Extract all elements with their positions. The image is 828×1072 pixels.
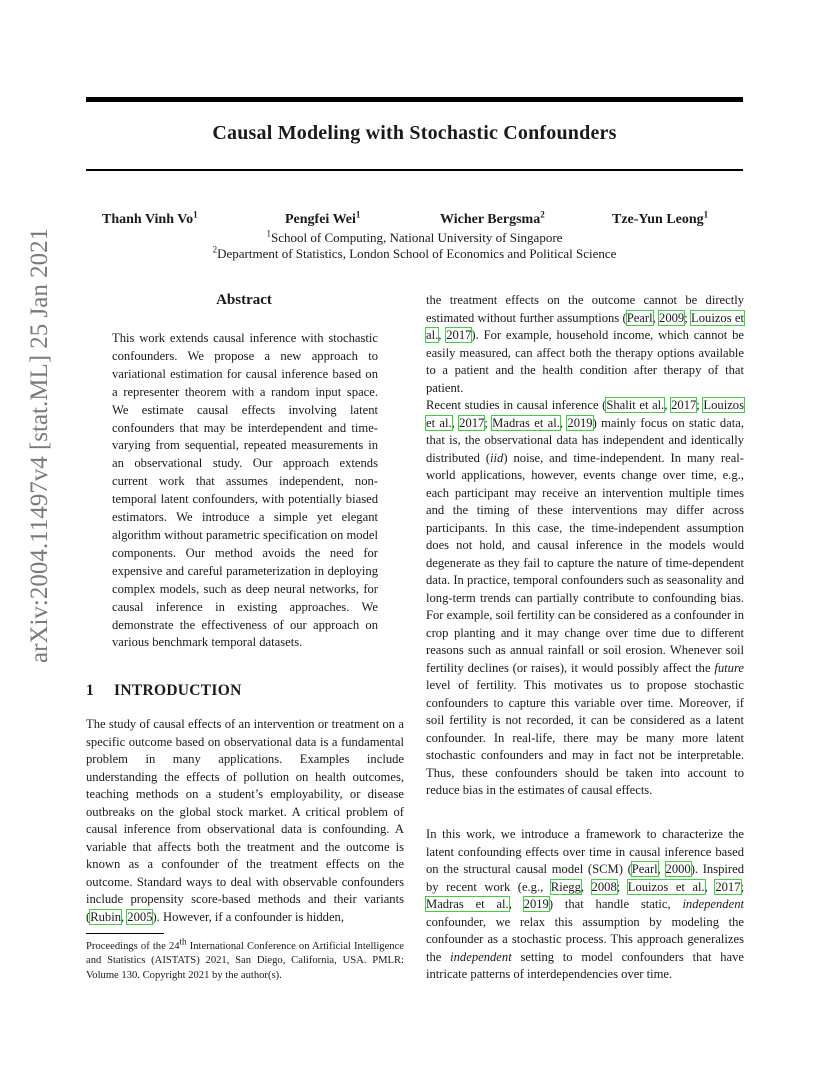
footnote: Proceedings of the 24th International Conference on Artificial Intelligence and Statistics (AISTATS) 2021, San Diego, California, USA. PMLR: Volume 130. Copyright 2021 by the author(s).: [86, 936, 404, 981]
footnote-rule: [86, 933, 164, 934]
citation-link[interactable]: 2008: [591, 879, 617, 894]
citation-link[interactable]: Madras et al.: [426, 897, 509, 911]
citation-link[interactable]: 2000: [665, 862, 691, 876]
citation-link[interactable]: Louizos et al.: [426, 310, 744, 342]
citation-link[interactable]: Pearl: [626, 310, 653, 325]
abstract-text: This work extends causal inference with stochastic confounders. We propose a new approach to variational estimation for causal inference based on a representer theorem with a random input space. We estimate causal effects involving latent confounders that may be interdependent and time-varying from sequential, repeated measurements in an observational study. Our approach extends current work that assumes independent, non-temporal latent confounders, with potentially biased estimators. We introduce a simple yet elegant algorithm without parametric specification on model components. Our method avoids the need for expensive and careful parameterization in deploying complex models, such as deep neural networks, for causal inference in existing approaches. We demonstrate the effectiveness of our approach on various benchmark temporal datasets.: [112, 331, 378, 650]
title-top-rule: [86, 97, 743, 102]
author-4: Tze-Yun Leong$^1$: [612, 209, 709, 227]
intro-paragraph-right-3: In this work, we introduce a framework to characterize the latent confounding effects over time in causal inference based on the structural causal model (SCM) (Pearl, 2000). Inspired by recent work (e.g., Riegg, 2008; Louizos et al., 2017; Madras et al., 2019) that handle static, independent confounder, we relax this assumption by modeling the confounder as a stochastic process. This approach generalizes the independent setting to model confounders that have intricate patterns of interdependencies over time.: [426, 827, 745, 981]
author-name: Thanh Vinh Vo: [102, 212, 194, 227]
citation-link[interactable]: Rubin: [90, 909, 121, 924]
arxiv-identifier-text: arXiv:2004.11497v4 [stat.ML] 25 Jan 2021: [26, 227, 53, 663]
citation-link[interactable]: 2009: [659, 310, 685, 325]
citation-link[interactable]: 2017: [459, 415, 485, 430]
author-1: Thanh Vinh Vo$^1$: [102, 209, 198, 227]
author-2: Pengfei Wei$^1$: [285, 209, 361, 227]
affiliation-1: $^1$School of Computing, National University of Singapore: [266, 228, 563, 245]
intro-paragraph-right-1: the treatment effects on the outcome cannot be directly estimated without further assumptions (Pearl, 2009; Louizos et al., 2017). For example, household income, which cannot be easily measured, can affect both the therapy options available to a patient and the health condition after therapy of that patient.: [426, 293, 744, 395]
citation-link[interactable]: 2019: [523, 897, 549, 911]
citation-link[interactable]: Pearl: [631, 862, 658, 876]
citation-link[interactable]: Shalit et al.: [606, 398, 665, 412]
citation-link[interactable]: 2017: [446, 328, 472, 342]
intro-paragraph-right-2: Recent studies in causal inference (Shalit et al., 2017; Louizos et al., 2017; Madras et al., 2019) mainly focus on static data, that is, the observational data has independent and identically distributed (iid) noise, and time-independent. In many real-world applications, however, events change over time, e.g., each participant may receive an intervention multiple times and the timing of these interventions may differ across participants. In this case, the time-independent assumption does not hold, and causal inference in the models would degenerate as they fail to capture the nature of time-dependent data. In practice, temporal confounders such as seasonality and long-term trends can partially contribute to confounding bias. For example, soil fertility can be considered as a confounder in crop planting and it may change over time due to different reasons such as annual rainfall or soil erosion. Whenever soil fertility declines (or raises), it would possibly affect the future level of fertility. This motivates us to propose stochastic confounders to capture this variable over time. Moreover, if soil fertility is not recorded, it can be considered as a latent confounder. In real-life, there may be many more latent stochastic confounders and may in fact not be interpretable. Thus, these confounders should be taken into account to reduce bias in the estimates of causal effects.: [426, 398, 744, 797]
citation-link[interactable]: Madras et al.: [492, 415, 560, 430]
citation-link[interactable]: Louizos et al.: [426, 398, 744, 430]
citation-link[interactable]: 2019: [567, 415, 593, 430]
affiliation-2: $^2$Department of Statistics, London School of Economics and Political Science: [212, 244, 617, 261]
citation-link[interactable]: Louizos et al.: [627, 879, 705, 894]
citation-link[interactable]: 2017: [671, 398, 697, 412]
citation-link[interactable]: 2017: [715, 879, 741, 894]
section-heading: [86, 682, 242, 700]
intro-paragraph-left: The study of causal effects of an intervention or treatment on a specific outcome based on observational data is a fundamental problem in many applications. Examples include understanding the effects of pollution on health outcomes, teaching methods on a student’s employability, or disease outbreaks on the global stock market. A critical problem of causal inference from observational data is confounding. A variable that affects both the treatment and the outcome is known as a confounder of the treatment effects on the outcome. Standard ways to deal with observable confounders include propensity score-based methods and their variants (Rubin, 2005). However, if a confounder is hidden,: [86, 717, 404, 924]
author-name: Pengfei Wei: [285, 212, 356, 227]
author-name: Tze-Yun Leong: [612, 212, 704, 227]
author-name: Wicher Bergsma: [440, 212, 541, 227]
author-3: Wicher Bergsma$^2$: [440, 209, 545, 227]
citation-link[interactable]: 2005: [127, 909, 153, 924]
paper-title: Causal Modeling with Stochastic Confounders: [212, 122, 617, 144]
section-number: 1: [86, 682, 95, 699]
abstract-heading: Abstract: [216, 292, 272, 308]
title-bottom-rule: [86, 169, 743, 171]
section-title: INTRODUCTION: [114, 682, 242, 699]
citation-link[interactable]: Riegg: [550, 879, 581, 894]
